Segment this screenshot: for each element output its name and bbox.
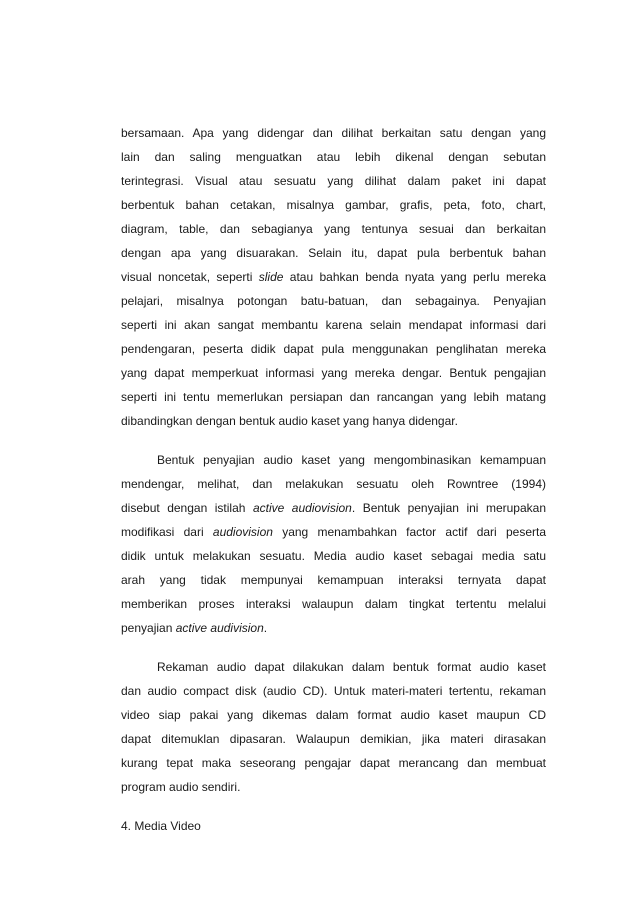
text-segment: modifikasi dari bbox=[121, 525, 213, 539]
paragraph-1-line-5: diagram, table, dan sebagianya yang tentunya sesuai dan berkaitan bbox=[121, 222, 546, 236]
paragraph-1-line-9: seperti ini akan sangat membantu karena selain mendapat informasi dari bbox=[121, 318, 546, 332]
paragraph-1-line-4: berbentuk bahan cetakan, misalnya gambar, grafis, peta, foto, chart, bbox=[121, 198, 546, 212]
paragraph-2-line-7: memberikan proses interaksi walaupun dalam tingkat tertentu melalui bbox=[121, 597, 546, 611]
paragraph-2-line-2: mendengar, melihat, dan melakukan sesuatu oleh Rowntree (1994) bbox=[121, 477, 546, 491]
text-segment: . Bentuk penyajian ini merupakan bbox=[351, 501, 546, 515]
text-segment: penyajian bbox=[121, 621, 176, 635]
paragraph-1-line-13: dibandingkan dengan bentuk audio kaset yang hanya didengar. bbox=[121, 414, 458, 428]
paragraph-1-line-7 bbox=[121, 269, 546, 285]
paragraph-2-line-8 bbox=[121, 620, 546, 636]
paragraph-2-line-5: didik untuk melakukan sesuatu. Media audio kaset sebagai media satu bbox=[121, 549, 546, 563]
paragraph-2-line-3 bbox=[121, 500, 546, 516]
paragraph-1-line-11: yang dapat memperkuat informasi yang mereka dengar. Bentuk pengajian bbox=[121, 366, 546, 380]
paragraph-2-line-6: arah yang tidak mempunyai kemampuan interaksi ternyata dapat bbox=[121, 573, 546, 587]
section-heading bbox=[121, 818, 201, 834]
text-segment: . bbox=[263, 621, 268, 635]
paragraph-2-line-1: Bentuk penyajian audio kaset yang mengombinasikan kemampuan bbox=[157, 453, 546, 467]
text-segment: atau bahkan benda nyata yang perlu mereka bbox=[283, 270, 546, 284]
italic-term-active-audiovision: active audiovision bbox=[252, 501, 352, 515]
paragraph-1-line-1: bersamaan. Apa yang didengar dan dilihat berkaitan satu dengan yang bbox=[121, 126, 546, 140]
text-segment: visual noncetak, seperti bbox=[121, 270, 259, 284]
paragraph-1-line-10: pendengaran, peserta didik dapat pula menggunakan penglihatan mereka bbox=[121, 342, 546, 356]
paragraph-3-line-2: dan audio compact disk (audio CD). Untuk materi-materi tertentu, rekaman bbox=[121, 684, 546, 698]
paragraph-3-line-6: program audio sendiri. bbox=[121, 780, 241, 794]
paragraph-1-line-3: terintegrasi. Visual atau sesuatu yang dilihat dalam paket ini dapat bbox=[121, 174, 546, 188]
paragraph-2-line-4 bbox=[121, 524, 546, 540]
italic-term-active-audivision: active audivision bbox=[175, 621, 264, 635]
text-segment: disebut dengan istilah bbox=[121, 501, 253, 515]
paragraph-1-line-8: pelajari, misalnya potongan batu-batuan, dan sebagainya. Penyajian bbox=[121, 294, 546, 308]
paragraph-1-line-2: lain dan saling menguatkan atau lebih dikenal dengan sebutan bbox=[121, 150, 546, 164]
paragraph-1-line-12: seperti ini tentu memerlukan persiapan dan rancangan yang lebih matang bbox=[121, 390, 546, 404]
paragraph-3-line-4: dapat ditemuklan dipasaran. Walaupun demikian, jika materi dirasakan bbox=[121, 732, 546, 746]
text-segment: yang menambahkan factor actif dari peserta bbox=[272, 525, 546, 539]
paragraph-3-line-1: Rekaman audio dapat dilakukan dalam bentuk format audio kaset bbox=[157, 660, 546, 674]
paragraph-1-line-6: dengan apa yang disuarakan. Selain itu, dapat pula berbentuk bahan bbox=[121, 246, 546, 260]
section-number: 4. bbox=[121, 819, 132, 833]
paragraph-3-line-3: video siap pakai yang dikemas dalam format audio kaset maupun CD bbox=[121, 708, 546, 722]
italic-term-slide: slide bbox=[258, 270, 284, 284]
paragraph-3-line-5: kurang tepat maka seseorang pengajar dapat merancang dan membuat bbox=[121, 756, 546, 770]
section-title: Media Video bbox=[134, 819, 201, 833]
italic-term-audiovision: audiovision bbox=[212, 525, 273, 539]
